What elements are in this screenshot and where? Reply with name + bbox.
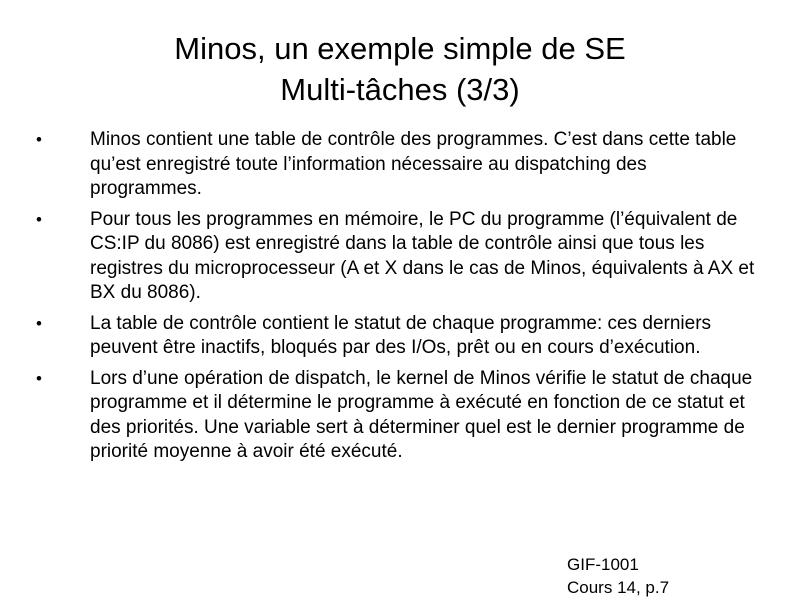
bullet-item <box>30 312 760 361</box>
slide-title-line-1: Minos, un exemple simple de SE <box>174 31 626 66</box>
bullet-text: Pour tous les programmes en mémoire, le PC du programme (l’équivalent de CS:IP du 8086) est enregistré dans la table de contrôle ainsi que tous les registres du microprocesseur (A et X dans le cas de Minos, équivalents à AX et BX du 8086). <box>90 208 755 303</box>
bullet-icon: • <box>36 313 42 333</box>
bullet-list <box>30 128 760 471</box>
slide-title <box>0 28 800 110</box>
bullet-text: Minos contient une table de contrôle des programmes. C’est dans cette table qu’est enregistré toute l’information nécessaire au dispatching des programmes. <box>90 129 737 199</box>
bullet-item <box>30 208 760 306</box>
page-reference: Cours 14, p.7 <box>567 578 670 597</box>
slide-footer <box>567 553 669 599</box>
bullet-text: La table de contrôle contient le statut de chaque programme: ces derniers peuvent être inactifs, bloqués par des I/Os, prêt ou en cours d’exécution. <box>90 312 712 358</box>
bullet-item <box>30 128 760 202</box>
bullet-item <box>30 367 760 465</box>
bullet-icon: • <box>36 130 42 149</box>
course-code: GIF-1001 <box>567 555 639 574</box>
slide-title-line-2: Multi-tâches (3/3) <box>280 72 520 107</box>
bullet-icon: • <box>36 209 42 229</box>
bullet-icon: • <box>36 368 42 388</box>
bullet-text: Lors d’une opération de dispatch, le kernel de Minos vérifie le statut de chaque programme et il détermine le programme à exécuté en fonction de ce statut et des priorités. Une variable sert à déterminer quel est le dernier programme de priorité moyenne à avoir été exécuté. <box>90 367 753 462</box>
